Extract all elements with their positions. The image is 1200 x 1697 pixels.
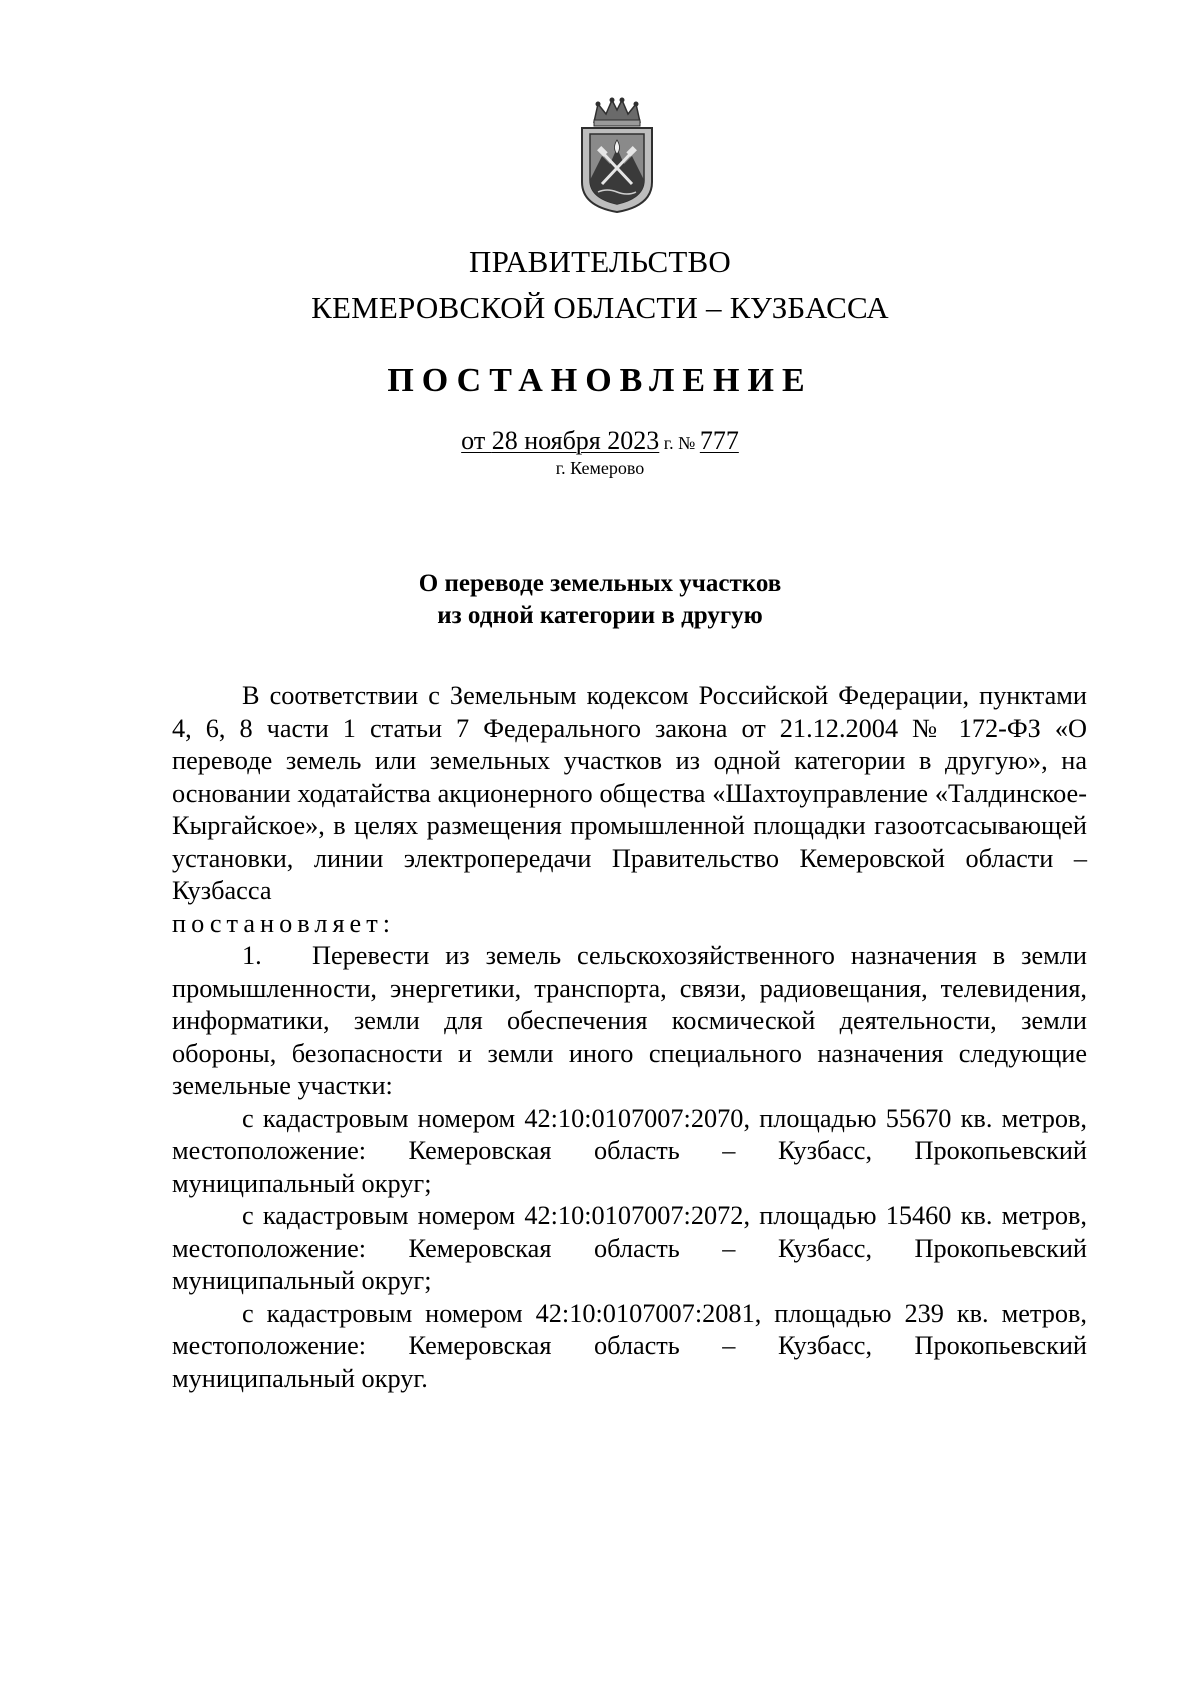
resolves-word: постановляет: <box>172 908 396 938</box>
item-1-paragraph <box>172 940 1087 1103</box>
year-suffix: г. <box>659 433 679 453</box>
government-name-line1: ПРАВИТЕЛЬСТВО <box>469 244 731 279</box>
number-sign: № <box>678 433 700 453</box>
preamble-paragraph: В соответствии с Земельным кодексом Российской Федерации, пунктами 4, 6, 8 части 1 статьи 7 Федерального закона от 21.12.2004 № 172-ФЗ «О переводе земель или земельных участков из одной категории в другую», на основании ходатайства акционерного общества «Шахтоуправление «Талдинское-Кыргайское», в целях размещения промышленной площадки газоотсасывающей установки, линии электропередачи Правительство Кемеровской области – Кузбасса <box>172 681 1087 905</box>
plot-item: с кадастровым номером 42:10:0107007:2081, площадью 239 кв. метров, местоположение: Кемеровская область – Кузбасс, Прокопьевский муниципальный округ. <box>172 1298 1087 1393</box>
plot-item: с кадастровым номером 42:10:0107007:2072, площадью 15460 кв. метров, местоположение: Кемеровская область – Кузбасс, Прокопьевский муниципальный округ; <box>172 1201 1087 1295</box>
date-value <box>461 426 659 455</box>
city-line: г. Кемерово <box>555 458 645 478</box>
decree-number: 777 <box>699 426 739 455</box>
subject-line1: О переводе земельных участков <box>418 570 782 597</box>
document-type-title: ПОСТАНОВЛЕНИЕ <box>387 362 813 399</box>
plot-item: с кадастровым номером 42:10:0107007:2070, площадью 55670 кв. метров, местоположение: Кемеровская область – Кузбасс, Прокопьевский муниципальный округ; <box>172 1103 1087 1198</box>
item-1-text: Перевести из земель сельскохозяйственного назначения в земли промышленности, энергетики, транспорта, связи, радиовещания, телевидения, информатики, земли для обеспечения космической деятельности, земли обороны, безопасности и земли иного специального назначения следующие земельные участки: <box>172 941 1087 1100</box>
item-1-number: 1. <box>242 941 262 970</box>
date-number-line <box>0 426 1200 456</box>
date-prefix: от <box>461 426 492 455</box>
kuzbass-coat-of-arms-icon <box>576 96 658 214</box>
document-body <box>172 680 1087 1395</box>
government-name-line2: КЕМЕРОВСКОЙ ОБЛАСТИ – КУЗБАССА <box>311 290 889 325</box>
date-text: 28 ноября 2023 <box>491 426 660 455</box>
subject-line2: из одной категории в другую <box>437 602 763 629</box>
